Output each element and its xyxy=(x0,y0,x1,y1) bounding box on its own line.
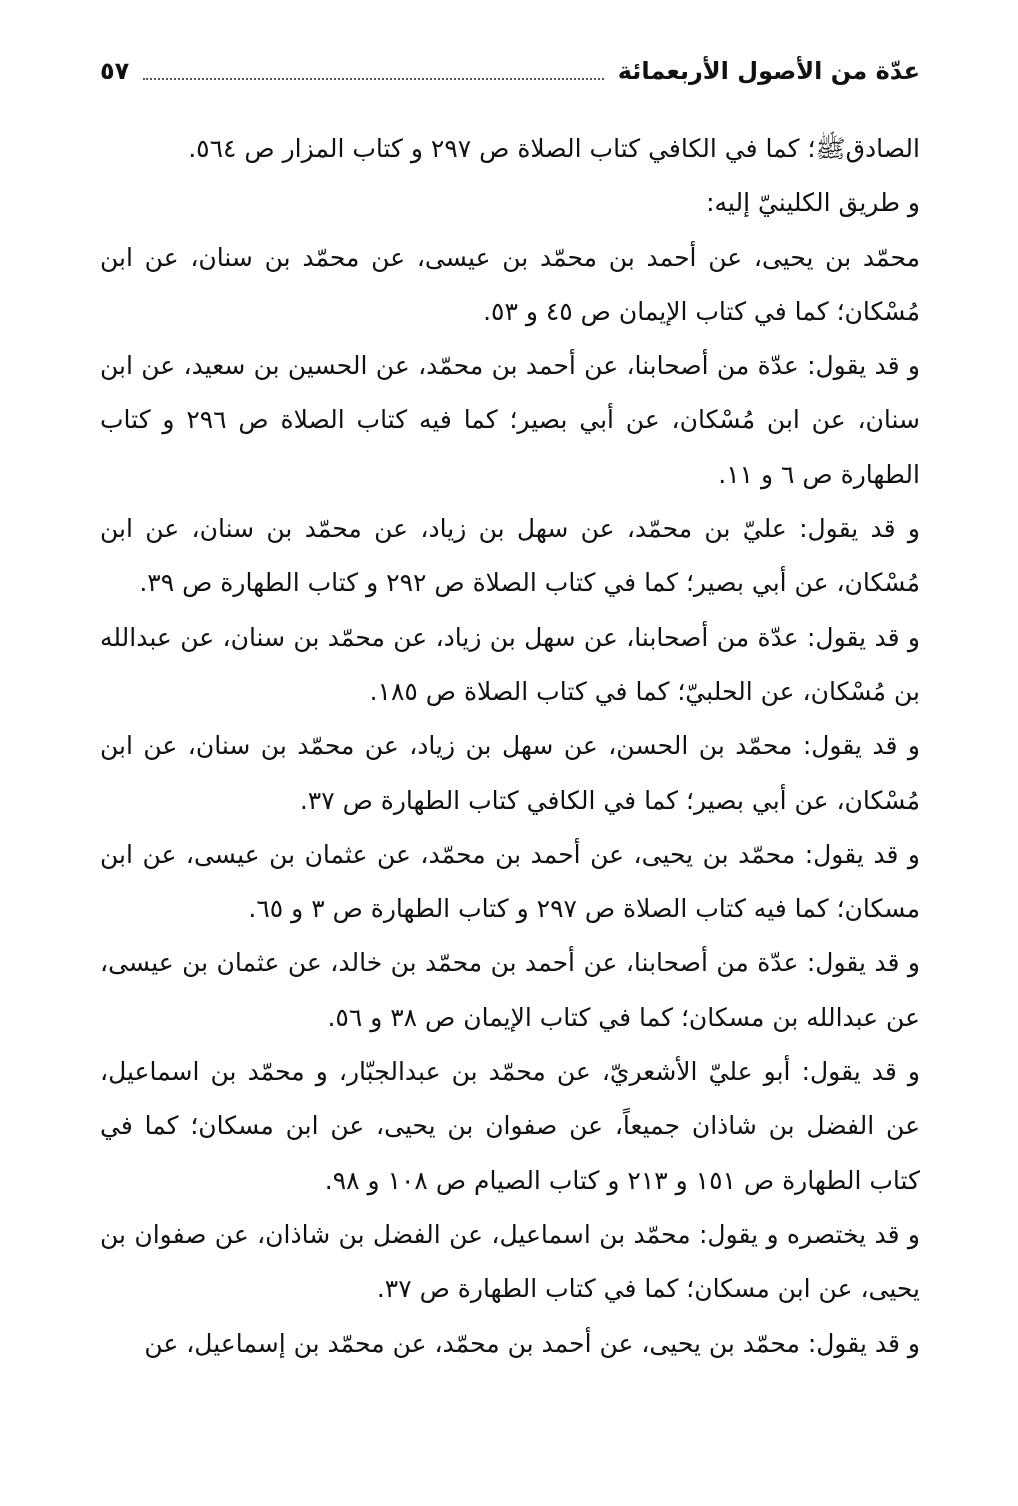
page-number: ٥٧ xyxy=(100,57,130,85)
paragraph-7: و قد يقول: محمّد بن الحسن، عن سهل بن زياد، عن محمّد بن سنان، عن ابن مُسْكان، عن أبي بصير؛ كما في الكافي كتاب الطهارة ص ٣٧. xyxy=(100,731,920,815)
paragraph-12: و قد يقول: محمّد بن يحيى، عن أحمد بن محمّد، عن محمّد بن إسماعيل، عن xyxy=(144,1328,920,1358)
running-header xyxy=(100,40,920,102)
paragraph-6: و قد يقول: عدّة من أصحابنا، عن سهل بن زياد، عن محمّد بن سنان، عن عبدالله بن مُسْكان، عن الحلبيّ؛ كما في كتاب الصلاة ص ١٨٥. xyxy=(100,622,920,706)
paragraph-8: و قد يقول: محمّد بن يحيى، عن أحمد بن محمّد، عن عثمان بن عيسى، عن ابن مسكان؛ كما فيه كتاب الصلاة ص ٢٩٧ و كتاب الطهارة ص ٣ و ٦٥. xyxy=(100,839,920,924)
paragraph-9: و قد يقول: عدّة من أصحابنا، عن أحمد بن محمّد بن خالد، عن عثمان بن عيسى، عن عبدالله بن مسكان؛ كما في كتاب الإيمان ص ٣٨ و ٥٦. xyxy=(100,948,920,1032)
header-leader-dots xyxy=(143,78,603,80)
paragraph-1: الصادقﷺ؛ كما في الكافي كتاب الصلاة ص ٢٩٧ و كتاب المزار ص ٥٦٤. xyxy=(188,134,920,163)
paragraph-4: و قد يقول: عدّة من أصحابنا، عن أحمد بن محمّد، عن الحسين بن سعيد، عن ابن سنان، عن ابن مُسْكان، عن أبي بصير؛ كما فيه كتاب الصلاة ص ٢٩٦ و كتاب الطهارة ص ٦ و ١١. xyxy=(100,351,920,489)
book-page xyxy=(100,40,920,1470)
paragraph-3: محمّد بن يحيى، عن أحمد بن محمّد بن عيسى، عن محمّد بن سنان، عن ابن مُسْكان؛ كما في كتاب الإيمان ص ٤٥ و ٥٣. xyxy=(100,242,920,326)
paragraph-11: و قد يختصره و يقول: محمّد بن اسماعيل، عن الفضل بن شاذان، عن صفوان بن يحيى، عن ابن مسكان؛ كما في كتاب الطهارة ص ٣٧. xyxy=(100,1219,920,1304)
header-title: عدّة من الأصول الأربعمائة xyxy=(617,57,920,85)
paragraph-5: و قد يقول: عليّ بن محمّد، عن سهل بن زياد، عن محمّد بن سنان، عن ابن مُسْكان، عن أبي بصير؛ كما في كتاب الصلاة ص ٢٩٢ و كتاب الطهارة ص ٣٩. xyxy=(100,514,920,598)
page-body xyxy=(100,122,920,1371)
paragraph-2: و طريق الكلينيّ إليه: xyxy=(706,188,920,218)
paragraph-10: و قد يقول: أبو عليّ الأشعريّ، عن محمّد بن عبدالجبّار، و محمّد بن اسماعيل، عن الفضل بن شاذان جميعاً، عن صفوان بن يحيى، عن ابن مسكان؛ كما في كتاب الطهارة ص ١٥١ و ٢١٣ و كتاب الصيام ص ١٠٨ و ٩٨. xyxy=(100,1057,920,1195)
